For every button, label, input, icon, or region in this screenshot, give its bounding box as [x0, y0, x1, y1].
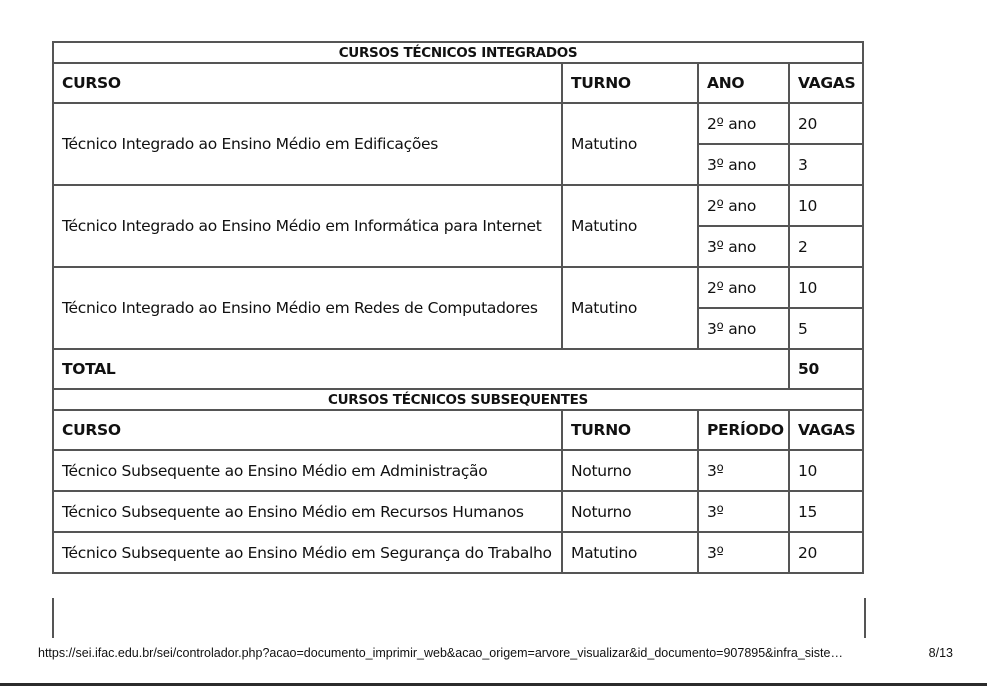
curso-cell: Técnico Subsequente ao Ensino Médio em Administração: [53, 450, 562, 491]
integrados-title-row: [53, 42, 863, 63]
vagas-cell: 20: [789, 103, 863, 144]
vagas-cell: 3: [789, 144, 863, 185]
turno-cell: Matutino: [562, 532, 698, 573]
table-row: [53, 103, 863, 144]
ano-cell: 2º ano: [698, 185, 789, 226]
ano-cell: 3º ano: [698, 144, 789, 185]
curso-cell: Técnico Integrado ao Ensino Médio em Edificações: [53, 103, 562, 185]
section-title-integrados: CURSOS TÉCNICOS INTEGRADOS: [53, 42, 863, 63]
periodo-cell: 3º: [698, 532, 789, 573]
total-label: TOTAL: [53, 349, 789, 389]
vagas-cell: 5: [789, 308, 863, 349]
curso-cell: Técnico Integrado ao Ensino Médio em Informática para Internet: [53, 185, 562, 267]
curso-cell: Técnico Subsequente ao Ensino Médio em Recursos Humanos: [53, 491, 562, 532]
ano-cell: 3º ano: [698, 226, 789, 267]
header-periodo: PERÍODO: [698, 410, 789, 450]
curso-cell: Técnico Integrado ao Ensino Médio em Redes de Computadores: [53, 267, 562, 349]
table-row: [53, 267, 863, 308]
total-value: 50: [789, 349, 863, 389]
turno-cell: Matutino: [562, 267, 698, 349]
header-turno: TURNO: [562, 63, 698, 103]
section-title-subsequentes: CURSOS TÉCNICOS SUBSEQUENTES: [53, 389, 863, 410]
header-curso: CURSO: [53, 410, 562, 450]
vagas-cell: 10: [789, 185, 863, 226]
table-row: [53, 185, 863, 226]
vagas-cell: 10: [789, 267, 863, 308]
vagas-cell: 15: [789, 491, 863, 532]
header-ano: ANO: [698, 63, 789, 103]
subsequentes-title-row: [53, 389, 863, 410]
turno-cell: Matutino: [562, 185, 698, 267]
header-vagas: VAGAS: [789, 63, 863, 103]
table-continuation: [52, 598, 866, 638]
header-turno: TURNO: [562, 410, 698, 450]
table-row: [53, 491, 863, 532]
turno-cell: Noturno: [562, 450, 698, 491]
header-vagas: VAGAS: [789, 410, 863, 450]
ano-cell: 2º ano: [698, 103, 789, 144]
footer-page-number: 8/13: [928, 646, 953, 660]
turno-cell: Noturno: [562, 491, 698, 532]
table-row: [53, 450, 863, 491]
vagas-table: [52, 41, 864, 574]
ano-cell: 3º ano: [698, 308, 789, 349]
periodo-cell: 3º: [698, 491, 789, 532]
header-curso: CURSO: [53, 63, 562, 103]
footer-url: https://sei.ifac.edu.br/sei/controlador.php?acao=documento_imprimir_web&acao_origem=arvore_visualizar&id_documento=907895&infra_siste…: [38, 646, 843, 660]
print-footer: [38, 646, 953, 660]
total-row: [53, 349, 863, 389]
ano-cell: 2º ano: [698, 267, 789, 308]
subsequentes-header-row: [53, 410, 863, 450]
vagas-cell: 2: [789, 226, 863, 267]
vagas-cell: 10: [789, 450, 863, 491]
periodo-cell: 3º: [698, 450, 789, 491]
integrados-header-row: [53, 63, 863, 103]
vagas-cell: 20: [789, 532, 863, 573]
turno-cell: Matutino: [562, 103, 698, 185]
curso-cell: Técnico Subsequente ao Ensino Médio em Segurança do Trabalho: [53, 532, 562, 573]
table-row: [53, 532, 863, 573]
